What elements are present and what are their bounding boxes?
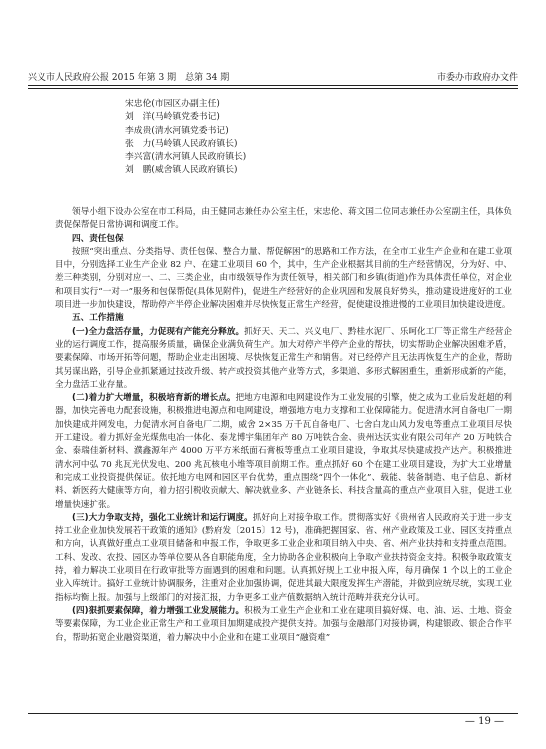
member-item: 刘 洋(马岭镇党委书记) <box>125 112 220 123</box>
footer-rule <box>28 713 518 714</box>
paragraph: (四)狠抓要素保障，着力增强工业发展能力。积极为工业生产企业和工业在建项目搞好煤、电、油、运、土地、资金等要素保障，为工业企业正常生产和工业项目加期建成投产提供支持。加强与金融部门对接协调，构建银政、银企合作平台，帮助拓宽企业融资渠道，着力解决中小企业和在建工业项目“融资难” <box>55 605 512 643</box>
header-rule <box>28 85 518 86</box>
header-rule-thin <box>28 88 518 89</box>
paragraph: (二)着力扩大增量，积极培育新的增长点。把地方电源和电网建设作为工业发展的引擎，使之成为工业后发赶超的利器，加快完善电力配套设施，积极推进电源点和电网建设，增强地方电力支撑和工业保障能力。促进清水河自备电厂一期加快建成并网发电，力促清水河自备电厂二期，威舍 2×35 万千瓦自备电厂、七舍白龙山风力发电等重点工业项目尽快开工建设。着力抓好金光煤焦电冶一体化、泰龙博宇集团年产 80 万吨铁合金、贵州达沃实业有限公司年产 20 万吨铁合金、泰瑞佳新材料、濮鑫源年产 4000 万平方米纸面石膏板等重点工业项目建设，争取其尽快建成投产达产。积极推进清水河中弘 70 兆瓦光伏发电、200 兆瓦核电小堆等项目前期工作。重点抓好 60 个在建工业项目建设，为扩大工业增量和完成工业投资提供保证。依托地方电网和园区平台优势，重点围绕“四个一体化”、载能、装备制造、电子信息、新材料、新医药大健康等方向，着力招引税收贡献大、解决就业多、产业链条长、科技含量高的重点产业项目入驻，促进工业增量快速扩张。 <box>55 393 512 510</box>
member-item: 宋忠伦(市园区办副主任) <box>125 99 220 109</box>
paragraph: (三)大力争取支持，强化工业统计和运行调度。抓好向上对接争取工作。贯彻落实好《贵州省人民政府关于进一步支持工业企业加快发展若干政策的通知》(黔府发〔2015〕12 号)，准确把握国家、省、州产业政策及工业、园区支持重点和方向，认真做好重点工业项目储备和申报工作，争取更多工业企业和项目纳入中央、省、州产业扶持和支持重点范围。工科、发改、农投、园区办等单位要从各自职能角度，全力协助各企业积极向上争取产业扶持资金支持。积极争取政策支持，着力解决工业项目在行政审批等方面遇到的困难和问题。认真抓好规上工业申报入库，每月确保 1 个以上的工业企业入库统计。搞好工业统计协调服务，注重对企业加强协调，促进其最大限度发挥生产潜能，并做到应统尽统，实现工业指标均衡上报。加强与上级部门的对接汇报，力争更多工业产值数据纳入统计范畴并获充分认可。 <box>55 512 512 603</box>
paragraph-lead: (一)全力盘活存量，力促现有产能充分释放。 <box>72 326 245 337</box>
paragraph: 领导小组下设办公室在市工科局，由王健同志兼任办公室主任，宋忠伦、蒋文国二位同志兼任办公室副主任，具体负责促保帮促日常协调和调度工作。 <box>55 207 512 231</box>
header-publication: 兴义市人民政府公报 2015 年第 3 期 总第 34 期 <box>28 73 230 83</box>
member-item: 刘 鹏(威舍镇人民政府镇长) <box>125 165 238 176</box>
header-section: 市委办市政府办文件 <box>436 73 518 83</box>
member-item: 张 力(马岭镇人民政府镇长) <box>125 138 238 149</box>
page-number: — 19 — <box>464 716 504 727</box>
paragraph: 按照“突出重点、分类指导、责任包保、整合力量、帮促解困”的思路和工作方法，在全市工业生产企业和在建工业项目中，分别选择工业生产企业 82 户、在建工业项目 60 个，其中，生产企业根据其目前的生产经营情况，分为好、中、差三种类别，分别对应一、二、三类企业，由市级领导作为责任领导，相关部门和乡镇(街道)作为具体责任单位，对企业和项目实行“一对一”服务和包保帮促(具体见附件)，促进生产经营好的企业巩固和发展良好势头，推动建设进度好的工业项目进一步加快建设，帮助停产半停企业解决困难并尽快恢复正常生产经营，促使建设推进慢的工业项目加快建设进度。 <box>55 246 512 311</box>
paragraph-lead: (三)大力争取支持，强化工业统计和运行调度。 <box>72 512 253 523</box>
paragraph: (一)全力盘活存量，力促现有产能充分释放。抓好天、天二、兴义电厂、黔桂水泥厂、乐呵化工厂等正常生产经营企业的运行调度工作，提高服务质量，确保企业满负荷生产。加大对停产半停产企业的帮扶，切实帮助企业解决困难矛盾，要素保障、市场开拓等问题，帮助企业走出困境、尽快恢复正常生产和销售。对已经停产且无法再恢复生产的企业，帮助其另谋出路，引导企业抓紧通过技改升级、转产或投资其他产业等方式，多渠道、多形式解困重生，重新形成新的产能，全力盘活工业存量。 <box>55 326 512 390</box>
paragraph-lead: (四)狠抓要素保障，着力增强工业发展能力。 <box>72 605 245 616</box>
running-header <box>28 70 518 84</box>
member-item: 李兴富(清水河镇人民政府镇长) <box>125 152 247 163</box>
document-body <box>55 206 512 645</box>
section-heading: 五、工作措施 <box>72 313 124 324</box>
section-heading: 四、责任包保 <box>72 233 124 244</box>
member-item: 李成贵(清水河镇党委书记) <box>125 125 229 136</box>
paragraph-lead: (二)着力扩大增量，积极培育新的增长点。 <box>72 393 236 404</box>
member-list <box>125 98 246 178</box>
